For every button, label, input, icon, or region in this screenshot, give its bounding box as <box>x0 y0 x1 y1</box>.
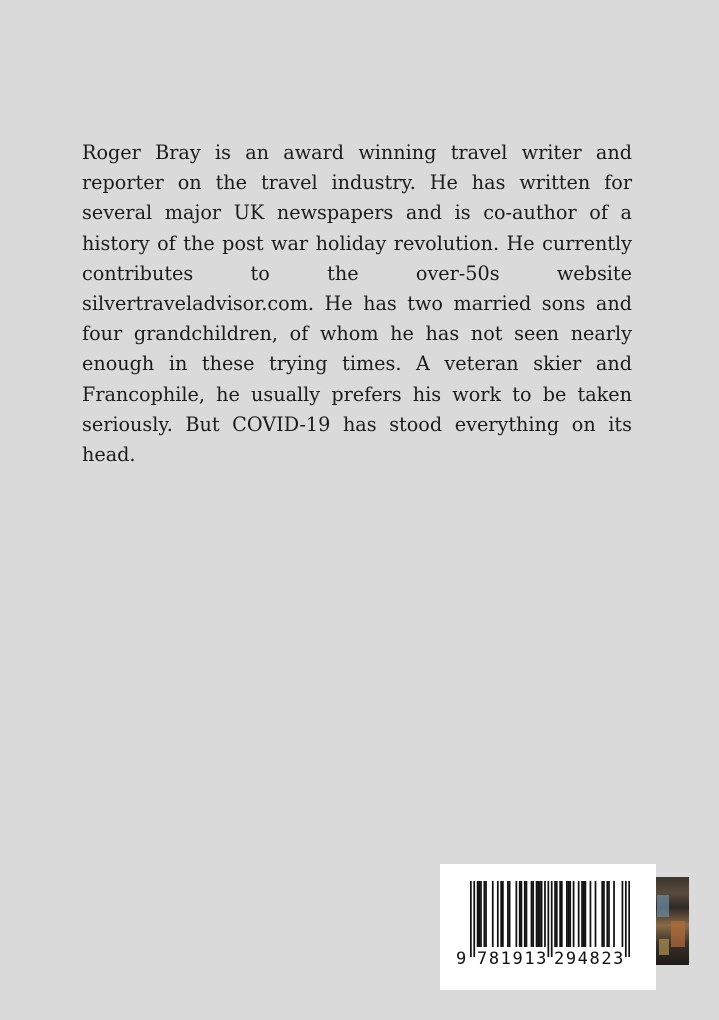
barcode-bar <box>590 881 592 947</box>
barcode-bar <box>485 881 487 947</box>
barcode-bar <box>524 881 526 947</box>
barcode-bar <box>551 881 553 957</box>
barcode-bar <box>544 881 546 947</box>
photo-fragment <box>671 921 685 947</box>
barcode-bar <box>502 881 504 947</box>
barcode-bar <box>583 881 585 947</box>
barcode-bar <box>477 881 479 947</box>
barcode-bar <box>573 881 575 947</box>
barcode-bar <box>608 881 610 947</box>
barcode-bar <box>561 881 563 947</box>
barcode-bar <box>521 881 523 947</box>
isbn-barcode-box <box>440 864 656 990</box>
barcode-bar <box>507 881 509 947</box>
barcode-bar <box>554 881 556 947</box>
barcode-bar <box>613 881 615 947</box>
barcode-bar <box>585 881 587 947</box>
photo-fragment <box>659 939 669 955</box>
barcode-bar <box>568 881 570 947</box>
barcode-bar <box>566 881 568 947</box>
barcode-bar <box>595 881 597 947</box>
photo-fragment <box>657 895 669 917</box>
barcode-bar <box>539 881 541 947</box>
barcode-bar <box>497 881 499 947</box>
barcode-bar <box>483 881 485 947</box>
barcode-bar <box>541 881 543 947</box>
barcode-bar <box>556 881 558 947</box>
barcode-bar <box>492 881 494 947</box>
barcode-bar <box>478 881 480 947</box>
barcode-bar <box>531 881 533 947</box>
barcode-bar <box>601 881 603 947</box>
barcode-bar <box>526 881 528 947</box>
author-bio-paragraph: Roger Bray is an award winning travel writer and reporter on the travel industry. He has written for several major UK newspapers and is co-author of a history of the post war holiday revolution. He currently contributes to the over-50s website silvertraveladvisor.com. He has two married sons and four grandchildren, of whom he has not seen nearly enough in these trying times. A veteran skier and Francophile, he usually prefers his work to be taken seriously. But COVID-19 has stood everything on its head. <box>82 141 632 467</box>
barcode-bar <box>509 881 511 947</box>
barcode-bar <box>480 881 482 947</box>
barcode-bar <box>606 881 608 947</box>
barcode-bar <box>625 881 627 957</box>
barcode-bar <box>603 881 605 947</box>
barcode-bar <box>547 881 549 957</box>
barcode-bar <box>536 881 538 947</box>
barcode-bar <box>515 881 517 947</box>
barcode-bar <box>559 881 561 947</box>
barcode-bar <box>532 881 534 947</box>
barcode-bar <box>622 881 624 947</box>
barcode-bar <box>569 881 571 947</box>
barcode-bar <box>578 881 580 947</box>
isbn-first-digit: 9 <box>456 949 467 969</box>
barcode-bar <box>537 881 539 947</box>
barcode-bar <box>473 881 475 957</box>
isbn-right-digits: 294823 <box>554 949 626 969</box>
barcode-bar <box>581 881 583 947</box>
barcode-bar <box>519 881 521 947</box>
barcode-bar <box>500 881 502 947</box>
barcode-bar <box>628 881 630 957</box>
isbn-left-digits: 781913 <box>477 949 549 969</box>
barcode-bar <box>470 881 472 957</box>
cover-photo-edge <box>655 877 689 965</box>
